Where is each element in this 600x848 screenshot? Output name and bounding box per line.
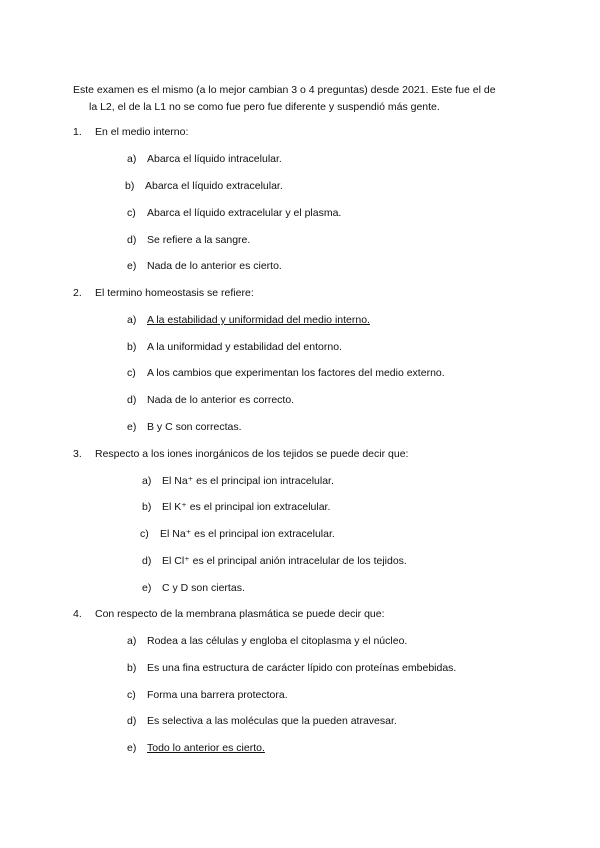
option-text: B y C son correctas. <box>147 421 242 433</box>
option-label: c) <box>140 528 149 540</box>
q3-option-a <box>142 474 334 488</box>
option-label: c) <box>127 207 136 219</box>
question-text: Respecto a los iones inorgánicos de los tejidos se puede decir que: <box>95 448 409 460</box>
q2-option-e <box>127 420 242 434</box>
q3-option-c <box>140 527 335 541</box>
option-text: El Na⁺ es el principal ion extracelular. <box>160 528 335 540</box>
option-text: Abarca el líquido extracelular y el plasma. <box>147 207 342 219</box>
option-text: Se refiere a la sangre. <box>147 234 251 246</box>
option-label: e) <box>142 582 152 594</box>
option-label: b) <box>127 662 137 674</box>
option-label: d) <box>142 555 152 567</box>
option-text: Forma una barrera protectora. <box>147 689 288 701</box>
option-text-correct: Todo lo anterior es cierto. <box>147 742 265 754</box>
question-number: 4. <box>73 608 82 620</box>
option-text: Abarca el líquido intracelular. <box>147 153 282 165</box>
option-text: A la uniformidad y estabilidad del entorno. <box>147 341 342 353</box>
option-text: Abarca el líquido extracelular. <box>145 180 283 192</box>
q2-option-c <box>127 366 445 380</box>
q2-option-b <box>127 340 342 354</box>
q4-option-c <box>127 688 288 702</box>
option-label: c) <box>127 367 136 379</box>
question-3 <box>73 447 408 461</box>
q4-option-d <box>127 714 397 728</box>
option-label: d) <box>127 394 137 406</box>
q4-option-b <box>127 661 456 675</box>
option-label: d) <box>127 234 137 246</box>
q3-option-e <box>142 581 245 595</box>
q1-option-c <box>127 206 341 220</box>
option-text: El K⁺ es el principal ion extracelular. <box>162 501 331 513</box>
q1-option-e <box>127 259 282 273</box>
option-label: a) <box>127 153 137 165</box>
question-text: El termino homeostasis se refiere: <box>95 287 254 299</box>
q3-option-b <box>142 500 330 514</box>
q2-option-a <box>127 313 370 327</box>
q3-option-d <box>142 554 407 568</box>
question-text: En el medio interno: <box>95 126 189 138</box>
option-text: Nada de lo anterior es cierto. <box>147 260 282 272</box>
option-label: b) <box>125 180 135 192</box>
option-text-correct: A la estabilidad y uniformidad del medio interno. <box>147 314 370 326</box>
question-4 <box>73 607 385 621</box>
intro-line-1: Este examen es el mismo (a lo mejor cambian 3 o 4 preguntas) desde 2021. Este fue el de <box>73 84 496 96</box>
q1-option-d <box>127 233 250 247</box>
option-label: d) <box>127 715 137 727</box>
q1-option-b <box>125 179 283 193</box>
q4-option-a <box>127 634 407 648</box>
question-text: Con respecto de la membrana plasmática se puede decir que: <box>95 608 385 620</box>
option-label: e) <box>127 421 137 433</box>
question-number: 2. <box>73 287 82 299</box>
intro-line-2: la L2, el de la L1 no se como fue pero fue diferente y suspendió más gente. <box>89 101 440 113</box>
option-text: A los cambios que experimentan los factores del medio externo. <box>147 367 445 379</box>
intro-paragraph <box>73 82 533 116</box>
option-text: Rodea a las células y engloba el citoplasma y el núcleo. <box>147 635 408 647</box>
option-text: Nada de lo anterior es correcto. <box>147 394 295 406</box>
question-number: 3. <box>73 448 82 460</box>
option-label: e) <box>127 742 137 754</box>
option-label: c) <box>127 689 136 701</box>
question-1 <box>73 125 188 139</box>
question-2 <box>73 286 254 300</box>
option-text: Es selectiva a las moléculas que la pueden atravesar. <box>147 715 397 727</box>
option-label: b) <box>127 341 137 353</box>
option-text: C y D son ciertas. <box>162 582 245 594</box>
option-label: e) <box>127 260 137 272</box>
option-label: b) <box>142 501 152 513</box>
option-text: Es una fina estructura de carácter lípido con proteínas embebidas. <box>147 662 457 674</box>
option-label: a) <box>142 475 152 487</box>
option-label: a) <box>127 635 137 647</box>
q1-option-a <box>127 152 282 166</box>
option-label: a) <box>127 314 137 326</box>
q2-option-d <box>127 393 294 407</box>
question-number: 1. <box>73 126 82 138</box>
q4-option-e <box>127 741 265 755</box>
option-text: El Cl⁺ es el principal anión intracelular de los tejidos. <box>162 555 407 567</box>
option-text: El Na⁺ es el principal ion intracelular. <box>162 475 334 487</box>
